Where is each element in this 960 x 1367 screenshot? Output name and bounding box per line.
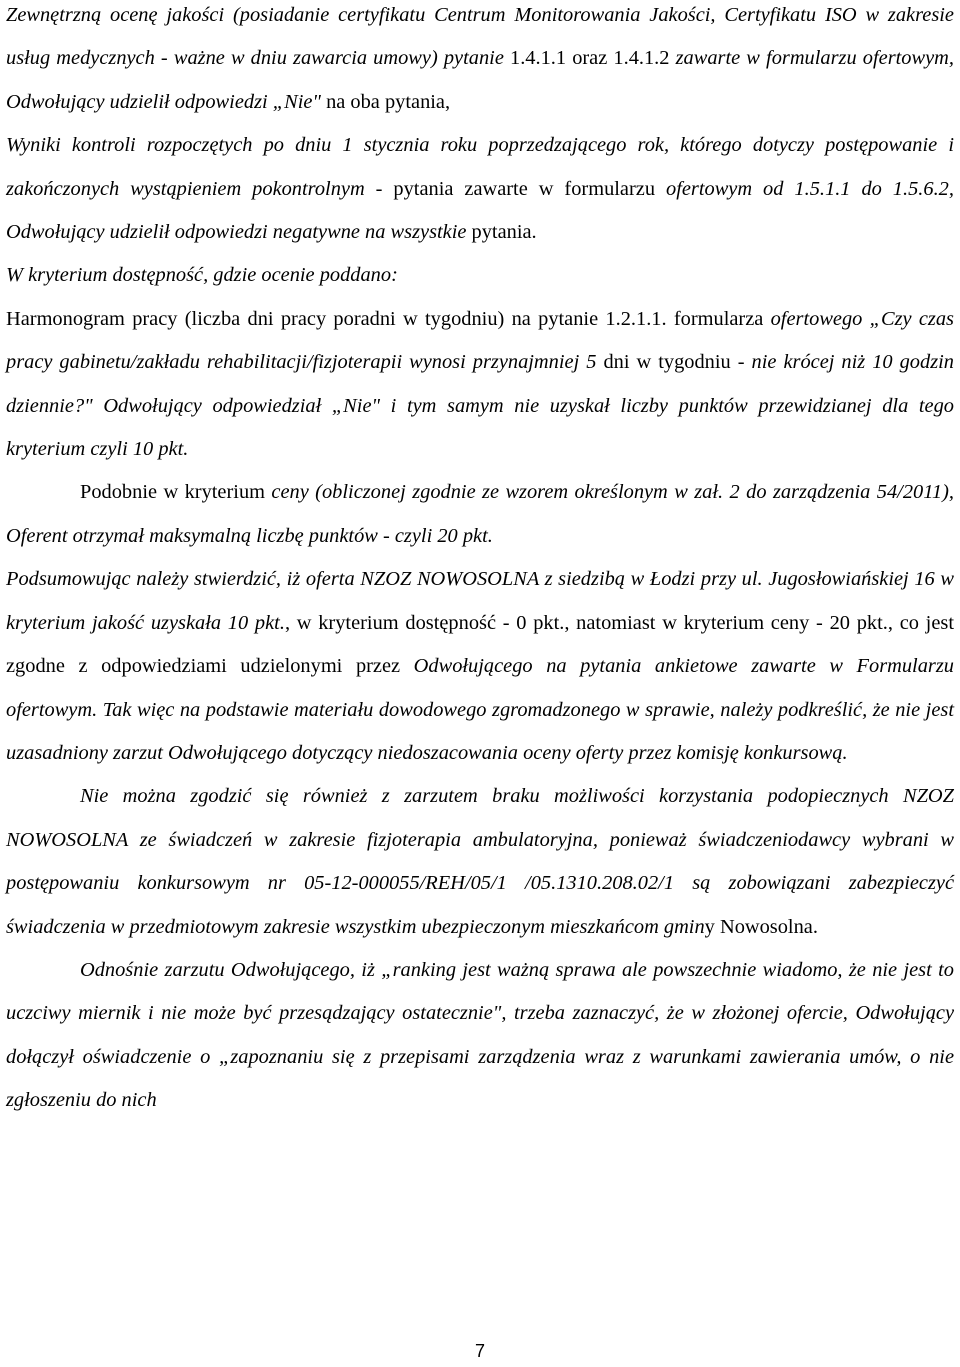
text-span: Odwołującego na pytania ankietowe zawarte w Formularzu ofertowym. Tak więc na podstawie materiału dowodowego zgromadzonego w sprawie, należy podkreślić, że nie jest uzasadniony zarzut Odwołującego dotyczący niedoszacowania oceny oferty przez komisję konkursową. — [6, 655, 954, 764]
paragraph-inspection-results — [6, 124, 954, 254]
text-span: pytania zawarte w formularzu — [393, 177, 656, 200]
text-span: Odnośnie zarzutu Odwołującego, iż „ranking jest ważną sprawa ale powszechnie wiadomo, że nie jest to uczciwy miernik i nie może być przesądzający ostatecznie", trzeba zaznaczyć, że w złożonej ofercie, Odwołujący dołączył oświadczenie o „zapoznaniu się z przepisami zarządzenia wraz z warunkami zawierania umów, o nie zgłoszeniu do nich — [6, 958, 954, 1112]
text-span: ceny (obliczonej zgodnie ze wzorem określonym w zał. 2 do zarządzenia 54/2011), Oferent otrzymał maksymalną liczbę punktów - czyli 20 pkt. — [6, 481, 954, 547]
text-span: zawarte w formularzu ofertowym, Odwołujący udzielił odpowiedzi „Nie" — [6, 47, 954, 113]
text-span: Zewnętrzną ocenę jakości (posiadanie certyfikatu Centrum Monitorowania Jakości, Certyfikatu ISO w zakresie usług medycznych - ważne w dniu zawarcia umowy) pytanie — [6, 4, 954, 70]
paragraph-availability-criterion — [6, 254, 954, 297]
text-span: Nie można zgodzić się również z zarzutem braku możliwości korzystania podopiecznych NZOZ NOWOSOLNA ze świadczeń w zakresie fizjoterapia ambulatoryjna, ponieważ świadczeniodawcy wybrani w postępowaniu konkursowym nr 05-12-000055/REH/05/1 /05.1310.208.02/1 są zobowiązani zabezpieczyć świadczenia w przedmiotowym zakresie wszystkim ubezpieczonym mieszkańcom gmin — [6, 785, 954, 938]
text-span: pytania. — [471, 221, 537, 244]
paragraph-access-objection — [6, 775, 954, 949]
paragraph-summary — [6, 558, 954, 775]
text-span: Harmonogram pracy (liczba dni pracy poradni w tygodniu) na pytanie 1.2.1.1. formularza — [6, 307, 771, 330]
text-span: Podsumowując należy stwierdzić, iż oferta NZOZ NOWOSOLNA z siedzibą w Łodzi przy ul. Jugosłowiańskiej 16 w kryterium jakość uzyskała 10 pkt. — [6, 568, 954, 634]
text-span: ofertowego „Czy czas pracy gabinetu/zakładu rehabilitacji/fizjoterapii wynosi przynajmniej 5 — [6, 307, 954, 374]
paragraph-quality-assessment — [6, 0, 954, 124]
text-span: , w kryterium dostępność - 0 pkt., natomiast w kryterium ceny - 20 pkt. — [284, 611, 888, 634]
text-span: W kryterium dostępność, gdzie ocenie poddano: — [6, 264, 398, 287]
text-span: dni w tygodniu - — [603, 351, 752, 374]
text-span: ofertowym od 1.5.1.1 do 1.5.6.2, Odwołujący udzielił odpowiedzi negatywne na wszystkie — [6, 177, 954, 244]
text-span: , co jest zgodne z odpowiedziami udzielonymi przez — [6, 611, 954, 678]
text-span: 1.4.1.1 oraz 1.4.1.2 — [510, 47, 670, 70]
text-span: na oba pytania, — [326, 90, 451, 113]
paragraph-ranking-objection — [6, 949, 954, 1123]
paragraph-price-criterion — [6, 471, 954, 558]
paragraph-work-schedule — [6, 298, 954, 472]
document-page — [6, 0, 954, 1123]
page-number: 7 — [474, 1341, 485, 1361]
text-span: Podobnie w kryterium — [80, 481, 272, 504]
text-span: nie krócej niż 10 godzin dziennie?" Odwołujący odpowiedział „Nie" i tym samym nie uzyskał liczby punktów przewidzianej dla tego kryterium czyli 10 pkt. — [6, 351, 954, 461]
text-span: y Nowosolna. — [704, 915, 818, 938]
text-span: Wyniki kontroli rozpoczętych po dniu 1 stycznia roku poprzedzającego rok, którego dotyczy postępowanie i zakończonych wystąpieniem pokontrolnym - — [6, 134, 954, 200]
